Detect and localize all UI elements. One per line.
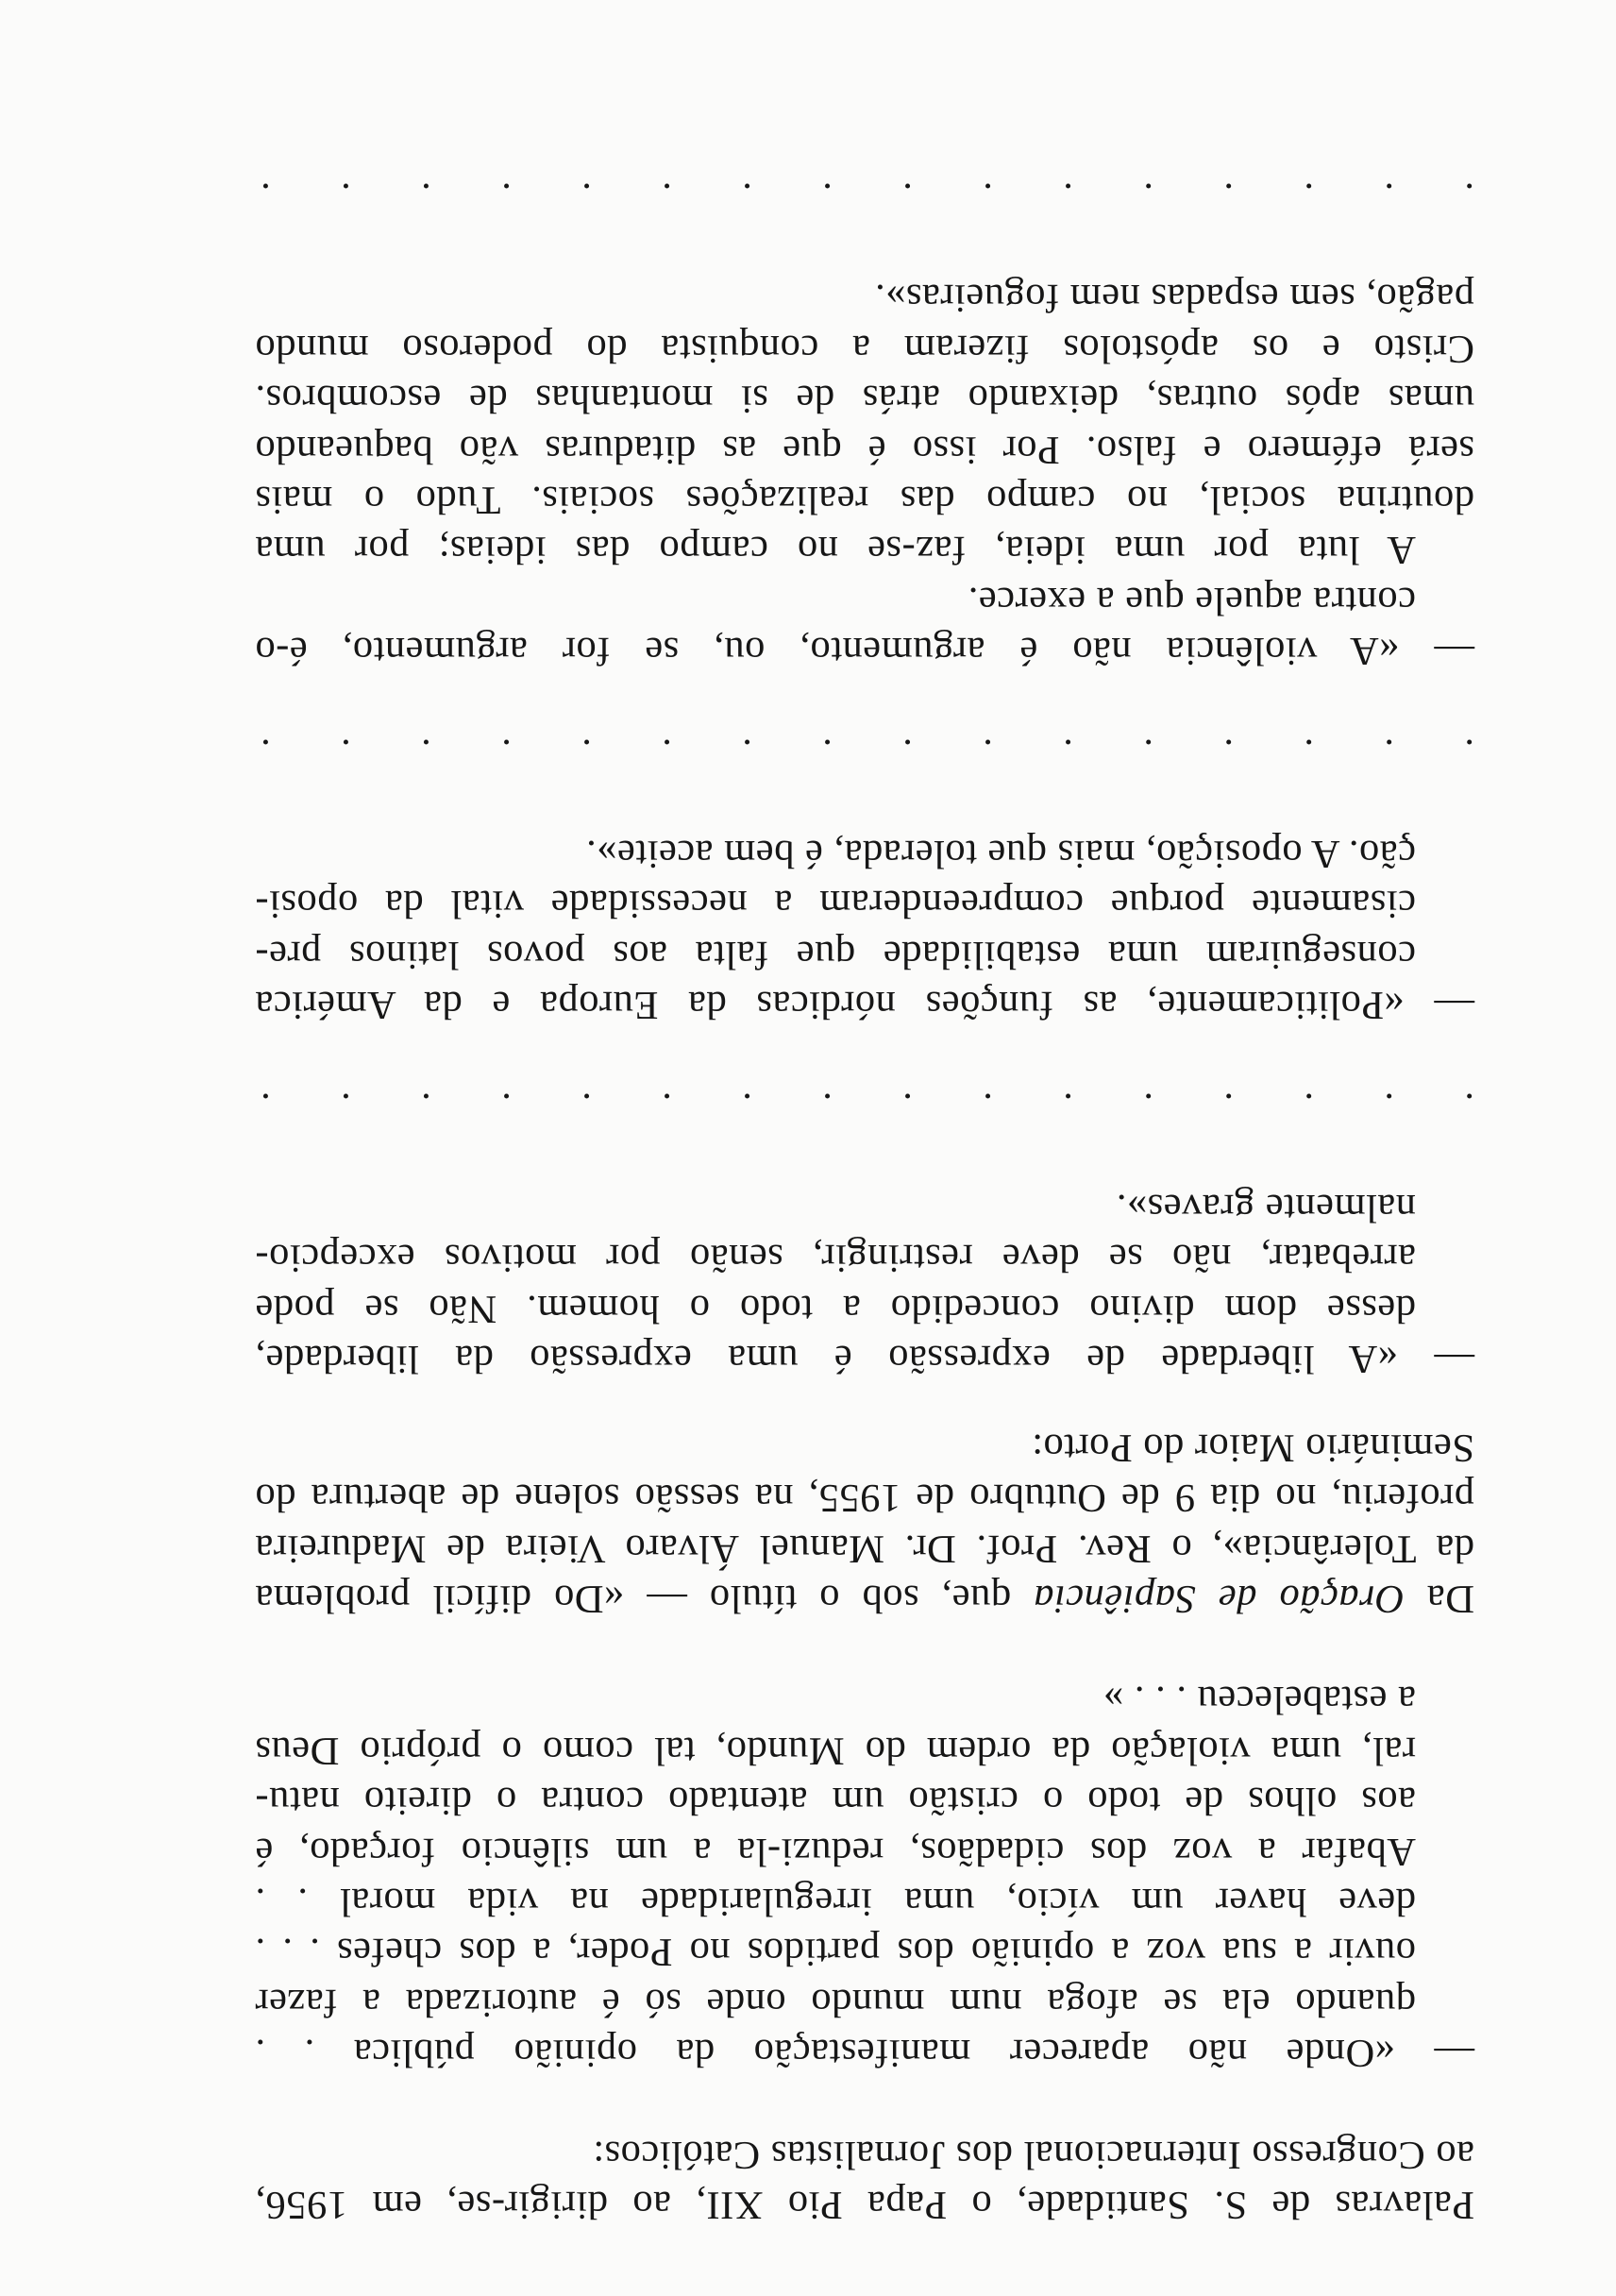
intro-madureira [255, 1422, 1474, 1624]
separator-dot: . [421, 175, 431, 219]
quote-politicamente [255, 829, 1474, 1031]
separator-dot: . [341, 730, 351, 775]
separator-dot: . [501, 1084, 512, 1129]
separator-dot: . [261, 1084, 271, 1129]
separator-dot: . [1063, 175, 1073, 219]
text-line: — «A violência não é argumento, ou, se for argumento, é-o [255, 629, 1474, 674]
separator-dot: . [902, 175, 913, 219]
document-text-block [255, 172, 1474, 2230]
separator-dot: . [742, 730, 752, 775]
text-line: será efémero e falso. Por isso é que as ditaduras vão baqueando [255, 427, 1474, 472]
separator-dot: . [662, 175, 672, 219]
separator-dot: . [1464, 730, 1474, 775]
text-line: cisamente porque compreenderam a necessidade vital da oposi- [255, 882, 1416, 927]
separator-dot: . [1223, 730, 1234, 775]
separator-dot: . [983, 1084, 993, 1129]
text-line [255, 1574, 1474, 1624]
text-line: da Tolerância», o Rev. Prof. Dr. Manuel Álvaro Vieira de Madureira [255, 1526, 1474, 1571]
text-line: — «A liberdade de expressão é uma expressão da liberdade, [255, 1337, 1474, 1382]
dot-separator [255, 1081, 1474, 1131]
quote-pio-xii [255, 1675, 1474, 2078]
separator-dot: . [341, 1084, 351, 1129]
dot-separator [255, 727, 1474, 777]
text-line: deve haver um vício, uma irregularidade na vida moral . . [255, 1879, 1416, 1924]
separator-dot: . [261, 175, 271, 219]
separator-dot: . [261, 730, 271, 775]
text-line: umas após outras, deixando atrás de si montanhas de escombros. [255, 377, 1474, 422]
quote-liberdade [255, 1183, 1474, 1385]
separator-dot: . [822, 1084, 833, 1129]
text-line: Cristo e os apóstolos fizeram a conquista do poderoso mundo [255, 326, 1474, 371]
separator-dot: . [1304, 1084, 1314, 1129]
text-line: ouvir a sua voz a opinião dos partidos no Poder, a dos chefes . . . [255, 1930, 1416, 1975]
separator-dot: . [1223, 1084, 1234, 1129]
text-line: Palavras de S. Santidade, o Papa Pio XII, ao dirigir-se, em 1956, [255, 2183, 1474, 2227]
separator-dot: . [421, 730, 431, 775]
text-line: aos olhos de todo o cristão um atentado contra o direito natu- [255, 1779, 1416, 1824]
dot-separator [255, 172, 1474, 222]
oracao-title: Oração de Sapiência [1033, 1576, 1405, 1621]
separator-dot: . [662, 1084, 672, 1129]
separator-dot: . [902, 730, 913, 775]
separator-dot: . [581, 730, 592, 775]
intro-prefix: Da [1404, 1576, 1474, 1621]
separator-dot: . [501, 730, 512, 775]
text-line: nalmente graves». [1116, 1186, 1416, 1231]
text-line: — «Onde não aparecer manifestação da opinião pública . . [255, 2031, 1474, 2076]
separator-dot: . [742, 175, 752, 219]
separator-dot: . [822, 175, 833, 219]
paragraph-luta [255, 273, 1474, 575]
text-line: a estabeleceu . . . » [1103, 1678, 1416, 1723]
text-line: conseguiram uma estabilidade que falta aos povos latinos pre- [255, 932, 1416, 977]
separator-dot: . [1143, 175, 1153, 219]
separator-dot: . [421, 1084, 431, 1129]
separator-dot: . [1304, 730, 1314, 775]
separator-dot: . [1304, 175, 1314, 219]
intro-first-line-rest: que, sob o título — «Do difícil problema [255, 1576, 1034, 1621]
separator-dot: . [1464, 1084, 1474, 1129]
separator-dot: . [1464, 175, 1474, 219]
separator-dot: . [501, 175, 512, 219]
intro-pio-xii [255, 2129, 1474, 2230]
text-line: desse dom divino concedido a todo o homem. Não se pode [255, 1286, 1416, 1331]
text-line: doutrina social, no campo das realizações sociais. Tudo o mais [255, 478, 1474, 523]
text-line: ral, uma violação da ordem do Mundo, tal como o próprio Deus [255, 1728, 1416, 1773]
text-line: ção. A oposição, mais que tolerada, é bem aceite». [585, 832, 1416, 877]
separator-dot: . [742, 1084, 752, 1129]
separator-dot: . [1063, 1084, 1073, 1129]
separator-dot: . [983, 175, 993, 219]
text-line: ao Congresso Internacional dos Jornalistas Católicos: [592, 2132, 1474, 2177]
text-line: pagão, sem espadas nem fogueiras». [874, 276, 1474, 321]
text-line: contra aquele que a exerce. [968, 578, 1416, 623]
separator-dot: . [1384, 1084, 1394, 1129]
separator-dot: . [1143, 1084, 1153, 1129]
separator-dot: . [1143, 730, 1153, 775]
text-line: arrebatar, não se deve restringir, senão por motivos excepcio- [255, 1236, 1416, 1281]
separator-dot: . [581, 1084, 592, 1129]
text-line: — «Politicamente, as funções nórdicas da Europa e da América [255, 983, 1474, 1028]
separator-dot: . [1384, 730, 1394, 775]
separator-dot: . [1223, 175, 1234, 219]
separator-dot: . [1063, 730, 1073, 775]
quote-violencia [255, 575, 1474, 676]
text-line: proferiu, no dia 9 de Outubro de 1955, na sessão solene de abertura do [255, 1476, 1474, 1521]
text-line: Abafar a voz dos cidadãos, reduzi-la a um silêncio forçado, é [255, 1829, 1416, 1874]
text-line: A luta por uma ideia, faz-se no campo das ideias; por uma [255, 528, 1416, 573]
text-line: Seminário Maior do Porto: [1031, 1425, 1474, 1470]
text-line: quando ela se afoga num mundo onde só é autorizada a fazer [255, 1980, 1416, 2025]
separator-dot: . [1384, 175, 1394, 219]
separator-dot: . [662, 730, 672, 775]
separator-dot: . [983, 730, 993, 775]
separator-dot: . [822, 730, 833, 775]
separator-dot: . [341, 175, 351, 219]
separator-dot: . [581, 175, 592, 219]
separator-dot: . [902, 1084, 913, 1129]
